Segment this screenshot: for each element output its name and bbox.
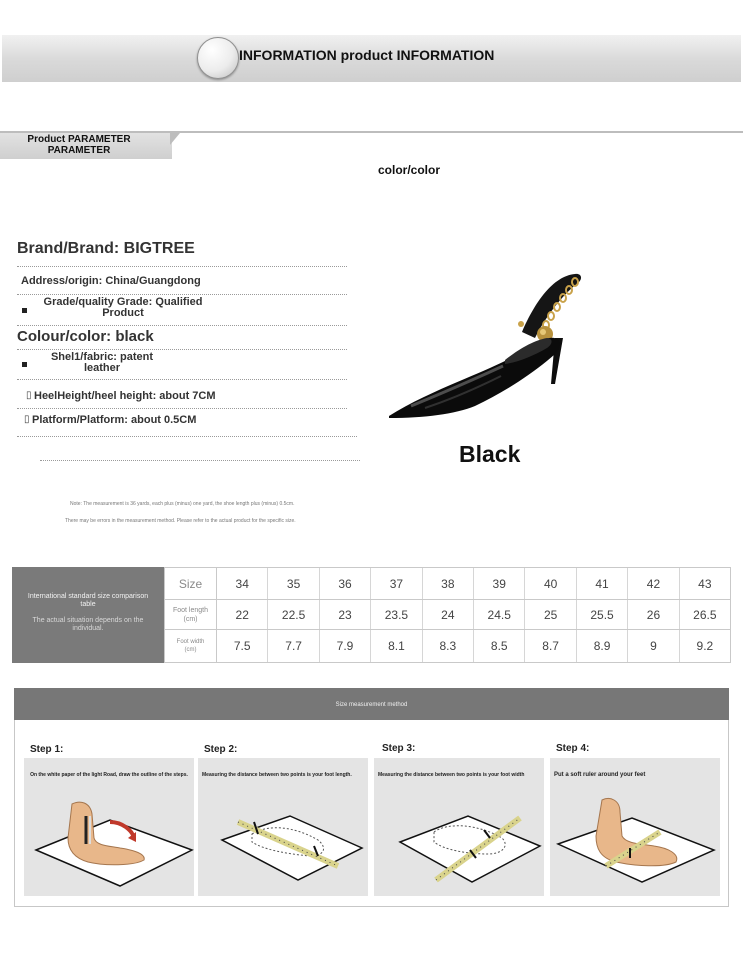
box-icon: ▯ bbox=[26, 390, 32, 401]
row-label-size: Size bbox=[165, 568, 217, 599]
size-cell: 43 bbox=[698, 576, 712, 591]
size-cell: 40 bbox=[525, 568, 576, 599]
measurement-method-title: Size measurement method bbox=[335, 702, 408, 708]
size-cell: 35 bbox=[268, 568, 319, 599]
spec-heel: HeelHeight/heel height: about 7CM bbox=[34, 390, 216, 402]
divider bbox=[17, 325, 347, 326]
spec-grade: Grade/quality Grade: Qualified Product bbox=[43, 296, 203, 319]
foot-length-cell: 24.5 bbox=[474, 600, 525, 629]
size-table-subtitle: The actual situation depends on the individual. bbox=[32, 617, 144, 632]
foot-length-cell: 25 bbox=[525, 600, 576, 629]
step-4-label: Step 4: bbox=[556, 743, 590, 754]
color-heading: color/color bbox=[378, 163, 441, 177]
divider bbox=[17, 436, 357, 437]
box-icon: ▯ bbox=[24, 414, 30, 425]
circle-icon bbox=[197, 37, 239, 79]
foot-width-illustration bbox=[374, 758, 544, 896]
tab-corner bbox=[170, 133, 180, 145]
step-4-panel bbox=[550, 758, 720, 896]
step-1-text: On the white paper of the light Road, draw the outline of the steps. bbox=[30, 772, 188, 778]
spec-fabric: Shel1/fabric: patent leather bbox=[50, 351, 154, 374]
size-cell: 38 bbox=[423, 568, 474, 599]
size-cell: 42 bbox=[628, 568, 679, 599]
black-slingback-shoe-image bbox=[385, 268, 590, 428]
soft-ruler-illustration bbox=[550, 758, 720, 896]
foot-length-cell: 24 bbox=[423, 600, 474, 629]
foot-length-cell: 23.5 bbox=[371, 600, 422, 629]
foot-length-cell: 25.5 bbox=[577, 600, 628, 629]
foot-width-cell: 8.1 bbox=[371, 630, 422, 662]
foot-width-cell: 7.9 bbox=[320, 630, 371, 662]
step-3-text: Measuring the distance between two points is your foot width bbox=[378, 772, 525, 778]
foot-width-cell: 9 bbox=[628, 630, 679, 662]
note-measurement: Note: The measurement is 36 yards, each plus (minus) one yard, the shoe length plus (minus) 0.5cm. bbox=[70, 501, 295, 507]
foot-length-cell: 26 bbox=[628, 600, 679, 629]
spec-brand: Brand/Brand: BIGTREE bbox=[17, 240, 195, 257]
parameter-tab-label: Product PARAMETER PARAMETER bbox=[27, 134, 131, 156]
foot-length-cell: 26.5 bbox=[693, 607, 717, 622]
size-table bbox=[164, 567, 731, 663]
table-row-size bbox=[165, 568, 730, 600]
bullet-icon bbox=[22, 362, 27, 367]
step-3-panel bbox=[374, 758, 544, 896]
foot-length-cell: 22.5 bbox=[268, 600, 319, 629]
table-row-length bbox=[165, 600, 730, 630]
spec-platform: Platform/Platform: about 0.5CM bbox=[32, 414, 197, 426]
step-3-label: Step 3: bbox=[382, 743, 416, 754]
divider bbox=[17, 349, 347, 350]
foot-outline-illustration bbox=[24, 758, 194, 896]
color-label: Black bbox=[459, 441, 521, 467]
divider bbox=[17, 408, 347, 409]
step-2-label: Step 2: bbox=[204, 744, 238, 755]
row-label-length: Foot length (cm) bbox=[165, 600, 217, 629]
foot-length-cell: 23 bbox=[320, 600, 371, 629]
divider bbox=[40, 460, 360, 461]
step-1-label: Step 1: bbox=[30, 744, 64, 755]
spec-colour: Colour/color: black bbox=[17, 328, 154, 345]
foot-width-cell: 9.2 bbox=[696, 639, 714, 653]
size-table-side-panel bbox=[12, 567, 164, 663]
size-cell: 41 bbox=[577, 568, 628, 599]
divider bbox=[17, 379, 347, 380]
step-2-panel bbox=[198, 758, 368, 896]
step-4-text: Put a soft ruler around your feet bbox=[554, 772, 646, 778]
size-cell: 36 bbox=[320, 568, 371, 599]
foot-width-cell: 8.5 bbox=[474, 630, 525, 662]
foot-length-cell: 22 bbox=[217, 600, 268, 629]
divider bbox=[0, 131, 743, 133]
size-cell: 39 bbox=[474, 568, 525, 599]
foot-width-cell: 8.9 bbox=[577, 630, 628, 662]
size-cell: 37 bbox=[371, 568, 422, 599]
row-label-width: Foot width (cm) bbox=[165, 630, 217, 662]
page-title: INFORMATION product INFORMATION bbox=[239, 47, 495, 63]
foot-width-cell: 8.7 bbox=[525, 630, 576, 662]
step-2-text: Measuring the distance between two points is your foot length. bbox=[202, 772, 352, 778]
foot-width-cell: 7.5 bbox=[217, 630, 268, 662]
bullet-icon bbox=[22, 308, 27, 313]
note-errors: There may be errors in the measurement method. Please refer to the actual product for the specific size. bbox=[65, 518, 296, 524]
divider bbox=[17, 294, 347, 295]
divider bbox=[17, 266, 347, 267]
foot-length-illustration bbox=[198, 758, 368, 896]
spec-origin: Address/origin: China/Guangdong bbox=[21, 275, 201, 287]
size-table-title: International standard size comparison table bbox=[27, 593, 149, 608]
foot-width-cell: 7.7 bbox=[268, 630, 319, 662]
size-cell: 34 bbox=[217, 568, 268, 599]
table-row-width bbox=[165, 630, 730, 662]
step-1-panel bbox=[24, 758, 194, 896]
foot-width-cell: 8.3 bbox=[423, 630, 474, 662]
